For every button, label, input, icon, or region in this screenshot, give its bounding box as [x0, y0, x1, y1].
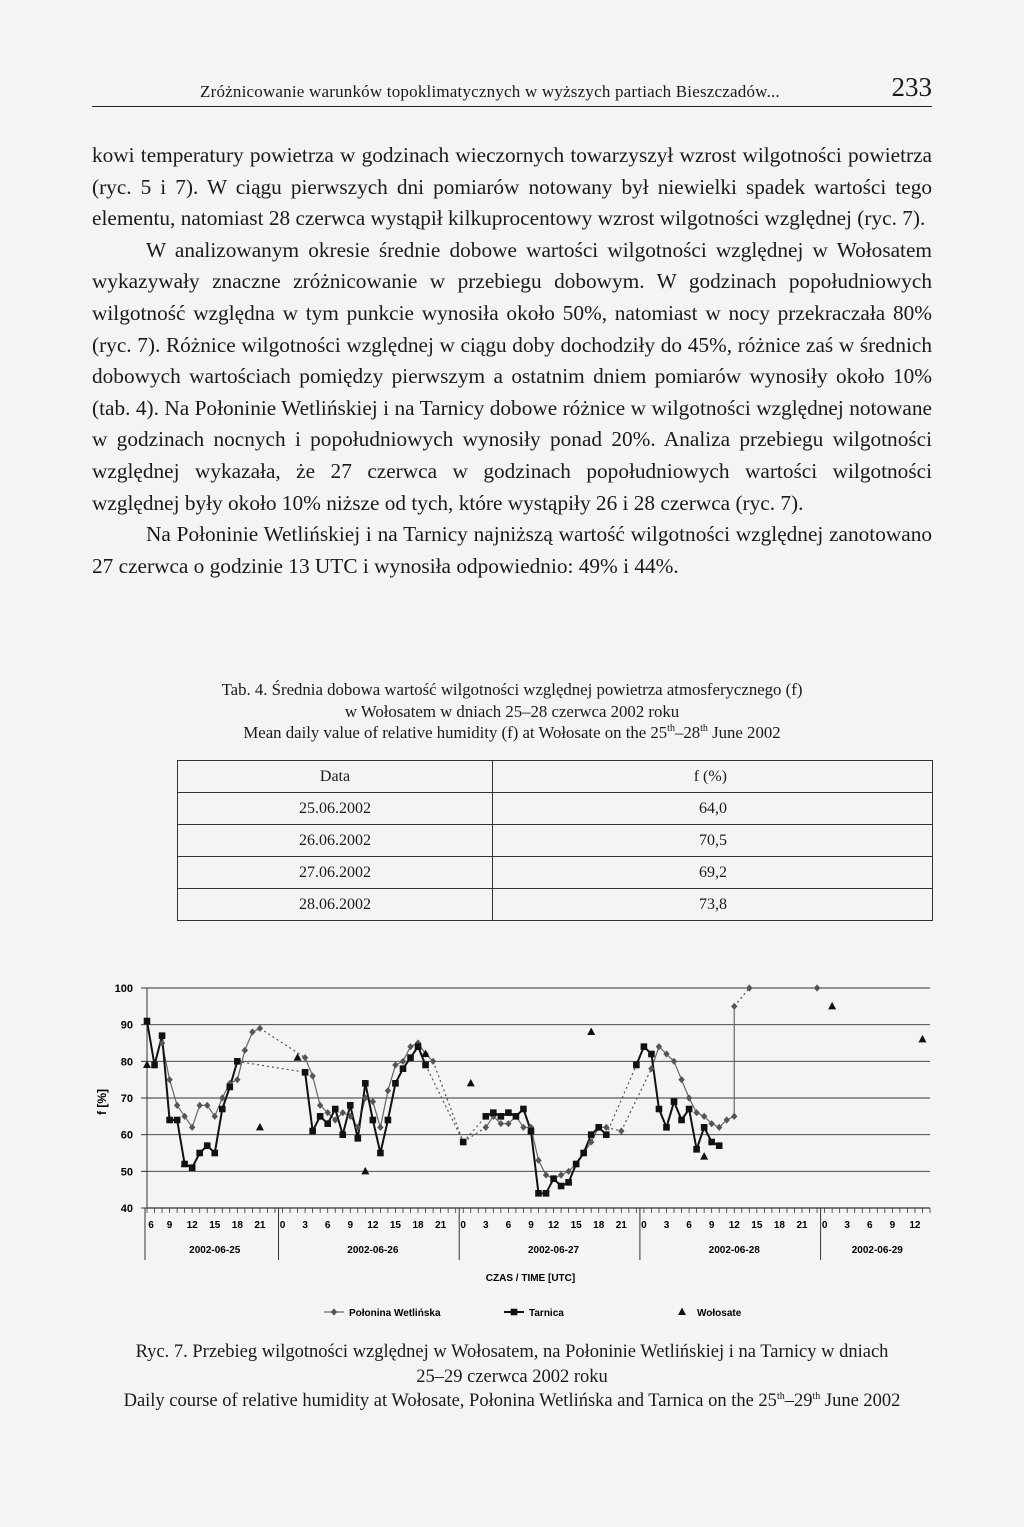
series-line-segment	[343, 1105, 351, 1134]
table-caption-en: Mean daily value of relative humidity (f) at Wołosate on the 25th–28th June 2002	[243, 723, 781, 742]
data-point-square	[385, 1117, 392, 1124]
data-point-diamond	[693, 1109, 699, 1116]
table-caption-pl-2: w Wołosatem w dniach 25–28 czerwca 2002 roku	[344, 701, 680, 721]
table-caption	[92, 679, 932, 744]
table-cell: 26.06.2002	[178, 825, 493, 857]
humidity-chart	[92, 978, 942, 1328]
series-line-segment	[674, 1061, 682, 1079]
data-point-square	[686, 1106, 693, 1113]
data-point-square	[227, 1084, 234, 1091]
series-line-segment	[155, 1036, 163, 1065]
figure-caption-pl-2: 25–29 czerwca 2002 roku	[416, 1366, 608, 1387]
x-tick-label: 18	[593, 1220, 605, 1231]
series-line-segment	[621, 1069, 651, 1131]
series-line-segment	[177, 1120, 185, 1164]
series-line-segment	[697, 1127, 705, 1149]
data-point-triangle	[700, 1152, 708, 1160]
day-label: 2002-06-25	[189, 1245, 241, 1256]
legend-label: Połonina Wetlińska	[349, 1308, 441, 1319]
legend-label: Wołosate	[697, 1308, 742, 1319]
data-point-square	[633, 1062, 640, 1069]
x-tick-label: 6	[866, 1220, 873, 1231]
data-point-diamond	[166, 1076, 172, 1083]
data-point-square	[535, 1190, 542, 1197]
data-point-square	[648, 1051, 655, 1058]
page-number: 233	[891, 72, 932, 102]
series-line-segment	[237, 1050, 245, 1079]
series-line-segment	[426, 1065, 464, 1142]
series-line-segment	[350, 1105, 358, 1138]
data-point-triangle	[361, 1167, 369, 1175]
series-line-segment	[192, 1105, 200, 1127]
figure-caption-en: Daily course of relative humidity at Wołosate, Połonina Wetlińska and Tarnica on the 25th–29th June 2002	[123, 1391, 901, 1411]
table-header-cell: Data	[178, 761, 493, 793]
data-point-diamond	[731, 1003, 737, 1010]
y-tick-label: 60	[120, 1129, 133, 1142]
data-point-square	[580, 1150, 587, 1157]
series-line-segment	[651, 1054, 659, 1109]
x-tick-label: 6	[148, 1220, 154, 1231]
data-point-square	[641, 1043, 648, 1050]
x-tick-label: 18	[231, 1220, 243, 1231]
legend-marker	[511, 1309, 518, 1316]
x-tick-label: 21	[615, 1220, 627, 1231]
data-point-diamond	[302, 1054, 308, 1061]
data-point-square	[543, 1190, 550, 1197]
series-line-segment	[433, 1061, 463, 1142]
data-point-diamond	[385, 1087, 391, 1094]
data-point-diamond	[535, 1157, 541, 1164]
data-point-triangle	[828, 1002, 836, 1010]
data-point-triangle	[256, 1123, 264, 1131]
day-label: 2002-06-26	[347, 1245, 399, 1256]
paragraph-2: W analizowanym okresie średnie dobowe wartości wilgotności względnej w Wołosatem wykazywały znaczne zróżnicowanie w przebiegu dobowym. W godzinach popołudniowych wilgotność względna w tym punkcie wynosiła około 50%, natomiast w nocy przekraczała 80% (ryc. 7). Różnice wilgotności względnej w ciągu doby dochodziły do 45%, różnice zaś w średnich dobowych wartościach pomiędzy pierwszym a ostatnim dniem pomiarów wynosiły około 10% (tab. 4). Na Połoninie Wetlińskiej i na Tarnicy dobowe różnice w wilgotności względnej notowane w godzinach nocnych i popołudniowych wynosiły ponad 20%. Analiza przebiegu wilgotności względnej wykazała, że 27 czerwca w godzinach popołudniowych wartości wilgotności względnej były około 10% niższe od tych, które wystąpiły 26 i 28 czerwca (ryc. 7).	[92, 237, 932, 515]
x-tick-label: 9	[528, 1220, 534, 1231]
x-tick-label: 3	[302, 1220, 308, 1231]
data-point-square	[505, 1109, 512, 1116]
x-tick-label: 3	[844, 1220, 850, 1231]
data-point-triangle	[467, 1079, 475, 1087]
running-title: Zróżnicowanie warunków topoklimatycznych w wyższych partiach Bieszczadów...	[200, 82, 780, 101]
series-line-segment	[237, 1061, 305, 1072]
data-point-square	[565, 1179, 572, 1186]
data-point-square	[196, 1150, 203, 1157]
y-tick-label: 70	[120, 1093, 133, 1105]
data-point-square	[482, 1113, 489, 1120]
series-line-segment	[380, 1120, 388, 1153]
data-point-square	[422, 1062, 429, 1069]
series-line-segment	[682, 1080, 690, 1098]
x-tick-label: 0	[821, 1220, 828, 1231]
table-header-cell: f (%)	[493, 761, 933, 793]
x-tick-label: 15	[389, 1220, 402, 1231]
data-point-square	[595, 1124, 602, 1131]
data-point-diamond	[309, 1072, 315, 1079]
data-point-square	[716, 1142, 723, 1149]
data-point-diamond	[686, 1094, 692, 1101]
table-row	[178, 889, 933, 921]
x-tick-label: 3	[483, 1220, 489, 1231]
table-cell: 25.06.2002	[178, 793, 493, 825]
data-point-diamond	[618, 1127, 624, 1134]
series-line-segment	[666, 1102, 674, 1128]
data-point-square	[370, 1117, 377, 1124]
x-tick-label: 6	[505, 1220, 512, 1231]
data-point-square	[558, 1183, 565, 1190]
data-point-diamond	[249, 1028, 255, 1035]
data-point-square	[550, 1175, 557, 1182]
data-point-square	[400, 1065, 407, 1072]
data-point-square	[339, 1131, 346, 1138]
x-tick-label: 12	[909, 1220, 921, 1231]
data-point-square	[663, 1124, 670, 1131]
data-point-square	[490, 1109, 497, 1116]
x-tick-label: 12	[547, 1220, 560, 1231]
data-point-square	[309, 1128, 316, 1135]
data-point-square	[302, 1069, 309, 1076]
data-point-square	[671, 1098, 678, 1105]
data-point-square	[460, 1139, 467, 1146]
data-point-square	[204, 1142, 211, 1149]
y-tick-label: 80	[120, 1056, 133, 1069]
data-point-square	[174, 1117, 181, 1124]
x-tick-label: 21	[796, 1220, 808, 1231]
data-point-square	[603, 1131, 610, 1138]
y-tick-label: 100	[114, 983, 133, 995]
data-point-square	[392, 1080, 399, 1087]
data-point-diamond	[377, 1124, 383, 1131]
day-label: 2002-06-28	[708, 1245, 760, 1256]
y-tick-label: 50	[120, 1166, 133, 1179]
data-point-square	[211, 1150, 218, 1157]
data-point-triangle	[294, 1053, 302, 1061]
table-cell: 70,5	[493, 825, 933, 857]
x-tick-label: 15	[570, 1220, 582, 1231]
series-line-segment	[147, 1021, 155, 1065]
data-point-triangle	[587, 1028, 595, 1036]
data-point-diamond	[407, 1043, 413, 1050]
paragraph-1: kowi temperatury powietrza w godzinach wieczornych towarzyszył wzrost wilgotności powietrza (ryc. 5 i 7). W ciągu pierwszych dni pomiarów notowany był niewielki spadek wartości tego elementu, natomiast 28 czerwca wystąpił kilkuprocentowy wzrost wilgotności względnej (ryc. 7).	[92, 143, 932, 231]
data-point-diamond	[731, 1113, 737, 1120]
data-point-square	[166, 1117, 173, 1124]
day-label: 2002-06-27	[527, 1245, 580, 1256]
table-cell: 64,0	[493, 793, 933, 825]
data-point-square	[324, 1120, 331, 1127]
data-point-square	[513, 1113, 520, 1120]
data-point-square	[573, 1161, 580, 1168]
data-point-square	[377, 1150, 384, 1157]
data-point-square	[144, 1018, 151, 1025]
data-point-diamond	[814, 984, 820, 991]
x-tick-label: 15	[209, 1220, 221, 1231]
figure-caption	[92, 1340, 932, 1414]
data-point-square	[317, 1113, 324, 1120]
x-tick-label: 18	[773, 1220, 785, 1231]
x-tick-label: 12	[186, 1220, 198, 1231]
series-line-segment	[689, 1109, 697, 1149]
data-point-diamond	[257, 1025, 263, 1032]
series-line-segment	[734, 988, 749, 1006]
body-text	[92, 140, 932, 582]
x-tick-label: 0	[641, 1220, 647, 1231]
table-cell: 28.06.2002	[178, 889, 493, 921]
data-point-square	[347, 1102, 354, 1109]
data-point-square	[219, 1106, 226, 1113]
data-point-square	[151, 1062, 158, 1069]
data-point-square	[159, 1032, 166, 1039]
table-cell: 69,2	[493, 857, 933, 889]
y-tick-label: 40	[120, 1203, 133, 1215]
series-line-segment	[245, 1032, 253, 1050]
day-label: 2002-06-29	[851, 1245, 903, 1256]
data-point-square	[355, 1135, 362, 1142]
data-point-square	[498, 1113, 505, 1120]
data-point-square	[407, 1054, 414, 1061]
table-row	[178, 857, 933, 889]
legend-marker	[331, 1308, 337, 1315]
data-point-square	[234, 1058, 241, 1065]
y-axis-label: f [%]	[95, 1089, 109, 1115]
data-point-square	[520, 1106, 527, 1113]
x-tick-label: 21	[254, 1220, 266, 1231]
data-point-triangle	[918, 1035, 926, 1043]
data-point-square	[701, 1124, 708, 1131]
data-point-diamond	[234, 1076, 240, 1083]
series-line-segment	[463, 1116, 486, 1142]
series-line-segment	[358, 1083, 366, 1138]
x-tick-label: 9	[166, 1220, 173, 1231]
x-tick-label: 12	[728, 1220, 740, 1231]
data-point-square	[588, 1131, 595, 1138]
x-tick-label: 6	[686, 1220, 692, 1231]
table-row	[178, 825, 933, 857]
humidity-table	[177, 760, 933, 921]
data-point-square	[678, 1117, 685, 1124]
data-point-square	[362, 1080, 369, 1087]
table-cell: 73,8	[493, 889, 933, 921]
x-tick-label: 6	[324, 1220, 331, 1231]
data-point-square	[415, 1043, 422, 1050]
data-point-diamond	[678, 1076, 684, 1083]
series-line-segment	[305, 1072, 313, 1131]
x-tick-label: 21	[435, 1220, 447, 1231]
x-tick-label: 18	[412, 1220, 424, 1231]
y-tick-label: 90	[120, 1019, 133, 1032]
data-point-diamond	[242, 1047, 248, 1054]
data-point-square	[528, 1128, 535, 1135]
data-point-diamond	[558, 1171, 564, 1178]
x-tick-label: 9	[347, 1220, 354, 1231]
data-point-square	[332, 1106, 339, 1113]
table-header-row	[178, 761, 933, 793]
x-tick-label: 0	[279, 1220, 286, 1231]
x-tick-label: 9	[889, 1220, 896, 1231]
x-tick-label: 9	[708, 1220, 715, 1231]
x-tick-label: 15	[751, 1220, 763, 1231]
series-line-segment	[313, 1076, 321, 1105]
running-header	[92, 72, 932, 107]
paragraph-3: Na Połoninie Wetlińskiej i na Tarnicy najniższą wartość wilgotności względnej zanotowano 27 czerwca o godzinie 13 UTC i wynosiła odpowiednio: 49% i 44%.	[92, 522, 932, 578]
series-line-segment	[260, 1028, 305, 1057]
series-line-segment	[606, 1065, 636, 1135]
x-tick-label: 0	[460, 1220, 466, 1231]
table-caption-pl-1: Tab. 4. Średnia dobowa wartość wilgotności względnej powietrza atmosferycznego (f)	[221, 680, 803, 699]
x-axis-label: CZAS / TIME [UTC]	[485, 1273, 576, 1284]
data-point-square	[708, 1139, 715, 1146]
legend-label: Tarnica	[529, 1308, 564, 1319]
table-cell: 27.06.2002	[178, 857, 493, 889]
data-point-diamond	[197, 1102, 203, 1109]
data-point-square	[693, 1146, 700, 1153]
data-point-square	[656, 1106, 663, 1113]
series-line-segment	[170, 1080, 178, 1106]
table-row	[178, 793, 933, 825]
figure-caption-pl-1: Ryc. 7. Przebieg wilgotności względnej w Wołosatem, na Połoninie Wetlińskiej i na Tarnicy w dniach	[135, 1342, 889, 1362]
data-point-square	[189, 1164, 196, 1171]
legend-marker	[678, 1308, 686, 1316]
data-point-diamond	[543, 1171, 549, 1178]
x-tick-label: 3	[663, 1220, 670, 1231]
data-point-diamond	[392, 1061, 398, 1068]
x-tick-label: 12	[367, 1220, 379, 1231]
